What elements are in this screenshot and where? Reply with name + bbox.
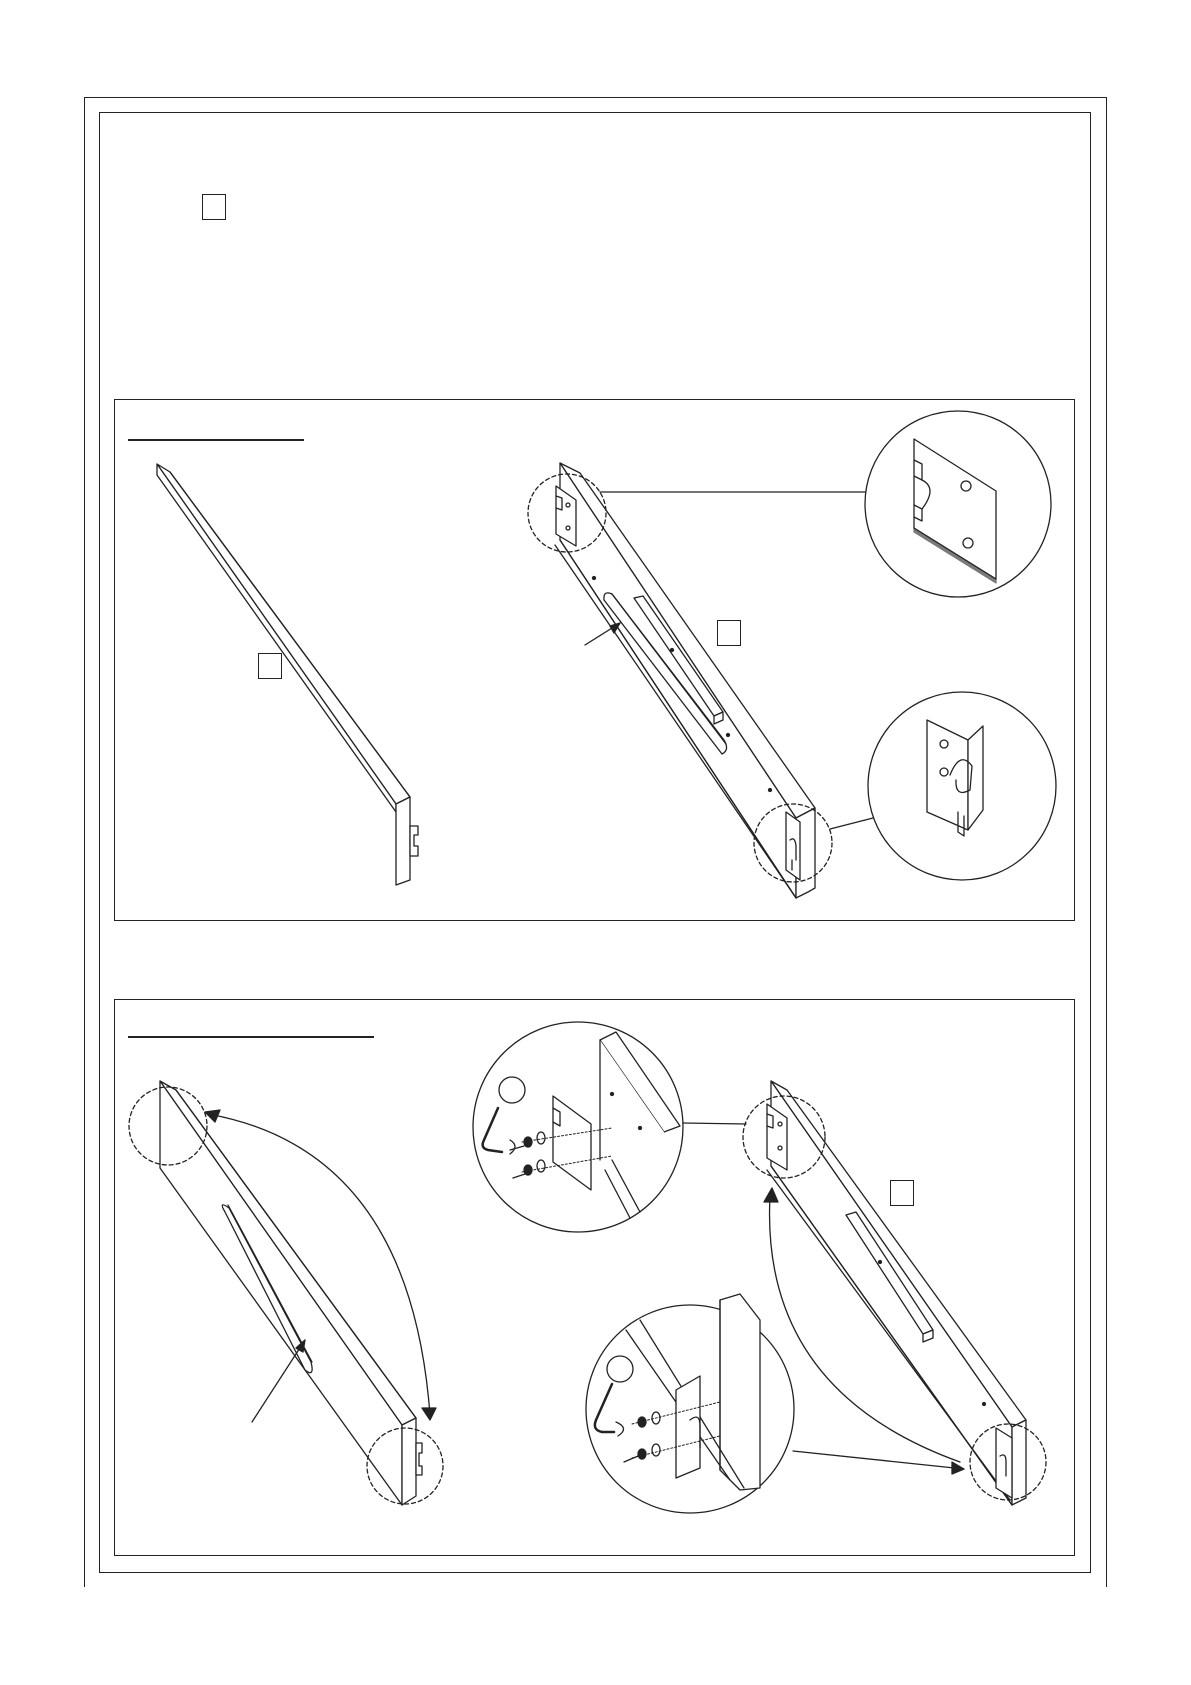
rail-top-right xyxy=(528,463,873,898)
rail-bottom-left xyxy=(129,1081,443,1505)
zoom-flat-bracket xyxy=(865,411,1051,597)
hardware-callout-top xyxy=(499,1077,525,1103)
hardware-callout-bottom xyxy=(607,1356,633,1382)
board-plain-top-left xyxy=(157,464,418,885)
zoom-hook-bracket xyxy=(868,692,1056,880)
zoom-top-hardware xyxy=(473,1022,746,1232)
